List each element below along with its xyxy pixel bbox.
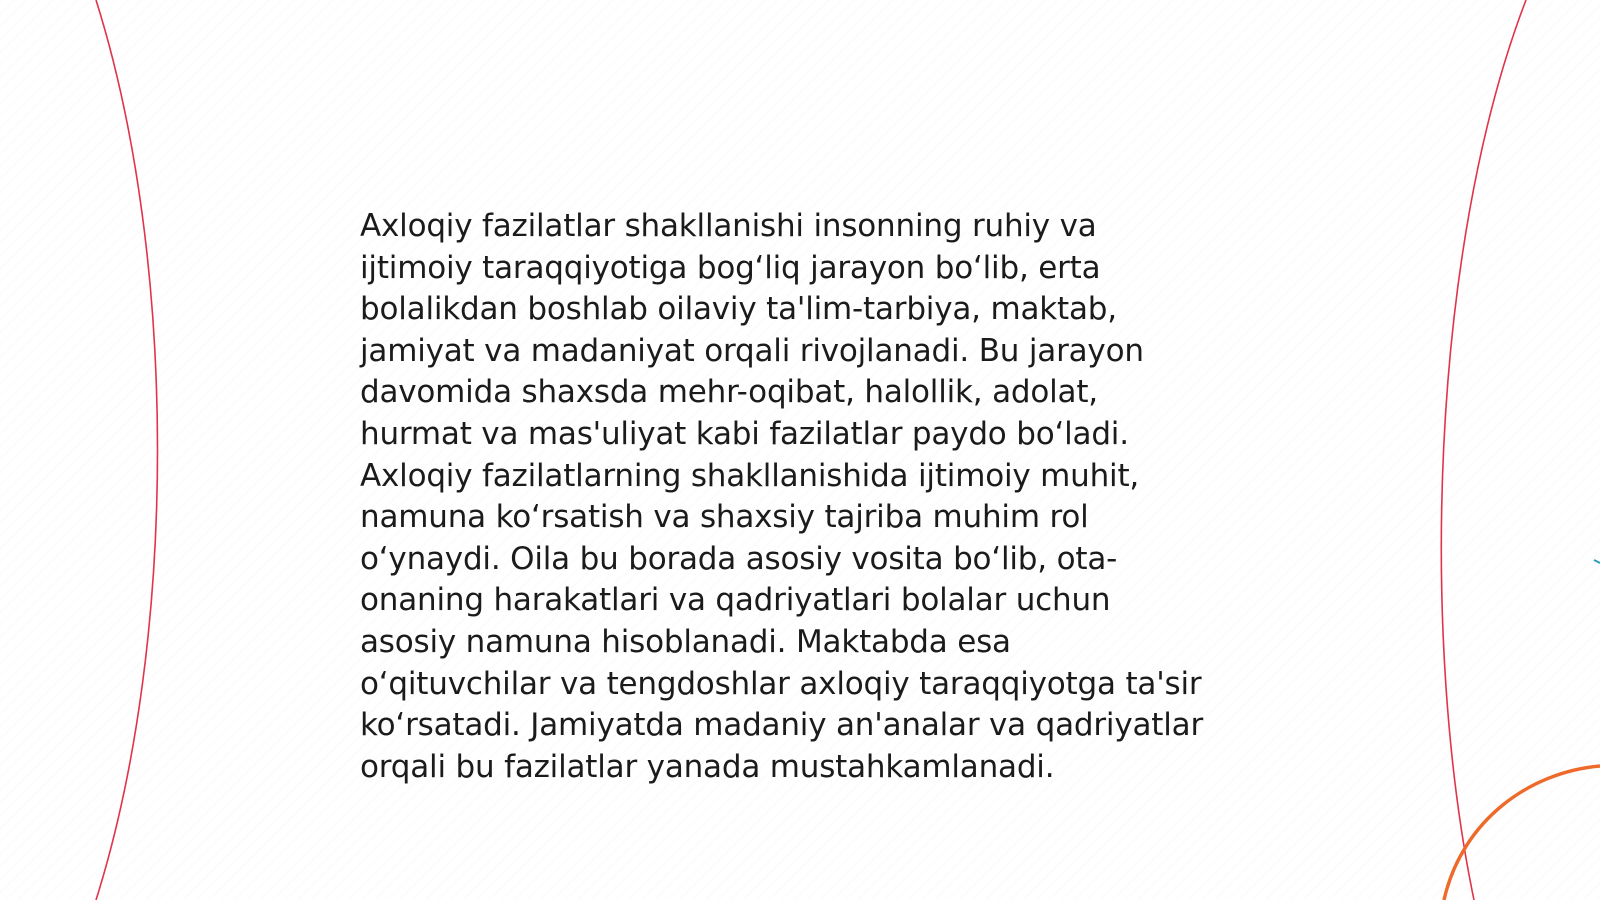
right-edge-teal-mark — [1594, 560, 1600, 563]
right-red-arc — [1441, 0, 1526, 900]
bottom-right-orange-arc — [1444, 766, 1600, 900]
paragraph-line-13: ko‘rsatadi. Jamiyatda madaniy an'analar va qadriyatlar — [360, 707, 1203, 744]
paragraph-line-11: asosiy namuna hisoblanadi. Maktabda esa — [360, 623, 1011, 660]
paragraph-line-14: orqali bu fazilatlar yanada mustahkamlanadi. — [360, 748, 1055, 785]
paragraph-line-2: ijtimoiy taraqqiyotiga bog‘liq jarayon bo‘lib, erta — [360, 249, 1101, 286]
paragraph-line-6: hurmat va mas'uliyat kabi fazilatlar paydo bo‘ladi. — [360, 415, 1129, 452]
paragraph-line-12: o‘qituvchilar va tengdoshlar axloqiy taraqqiyotga ta'sir — [360, 665, 1202, 702]
paragraph-line-3: bolalikdan boshlab oilaviy ta'lim-tarbiya, maktab, — [360, 291, 1117, 328]
paragraph-line-10: onaning harakatlari va qadriyatlari bolalar uchun — [360, 582, 1111, 619]
paragraph-line-9: o‘ynaydi. Oila bu borada asosiy vosita bo‘lib, ota- — [360, 540, 1118, 577]
paragraph-line-5: davomida shaxsda mehr-oqibat, halollik, adolat, — [360, 374, 1098, 411]
paragraph-line-4: jamiyat va madaniyat orqali rivojlanadi. Bu jarayon — [360, 332, 1144, 369]
body-paragraph — [360, 206, 1260, 788]
paragraph-line-1: Axloqiy fazilatlar shakllanishi insonning ruhiy va — [360, 208, 1097, 244]
left-red-arc — [96, 0, 158, 900]
paragraph-line-7: Axloqiy fazilatlarning shakllanishida ijtimoiy muhit, — [360, 457, 1140, 494]
paragraph-line-8: namuna ko‘rsatish va shaxsiy tajriba muhim rol — [360, 499, 1089, 536]
